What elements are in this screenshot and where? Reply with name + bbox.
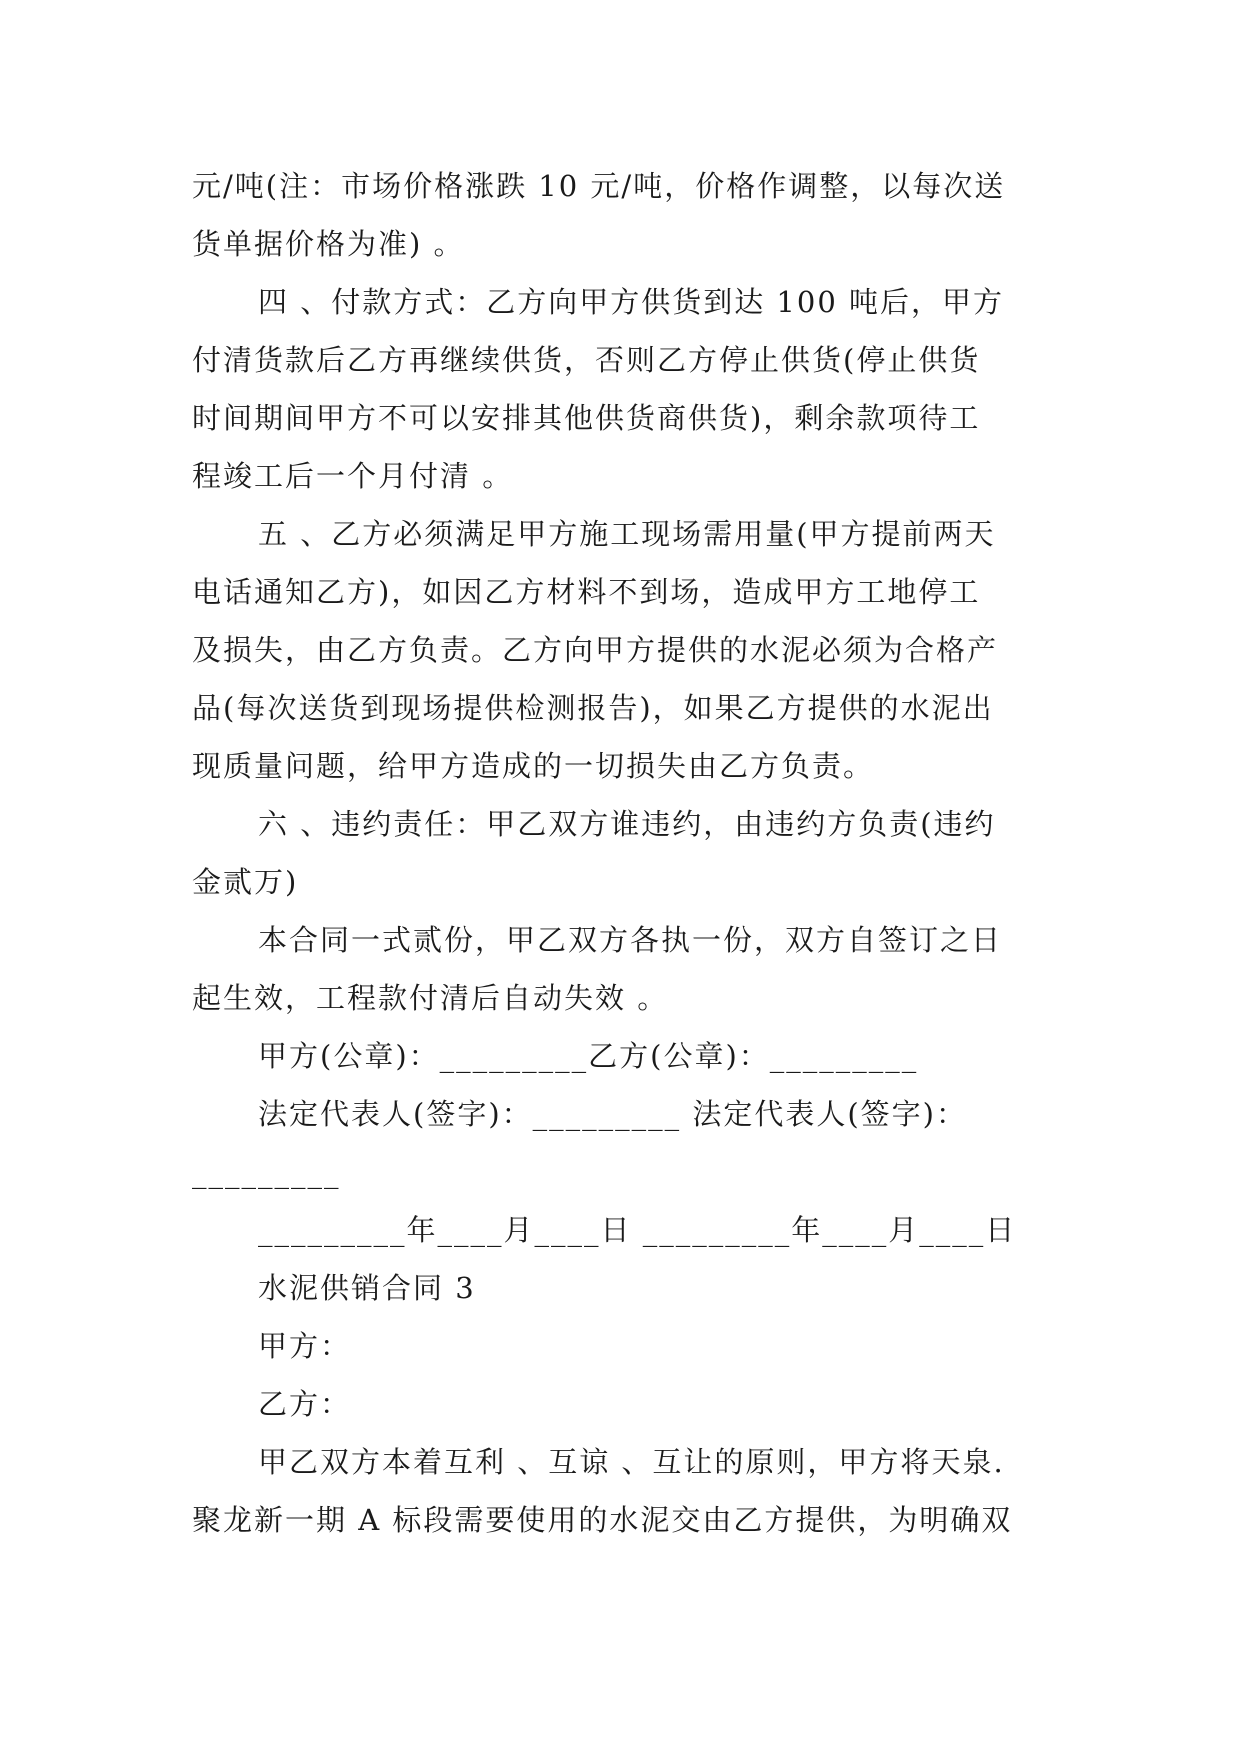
- contract-title: 水泥供销合同 3: [258, 1271, 476, 1305]
- date-line: _________年____月____日 _________年____月____日: [258, 1213, 1017, 1247]
- body-line: 品(每次送货到现场提供检测报告)，如果乙方提供的水泥出: [192, 691, 994, 725]
- body-line: 电话通知乙方)，如因乙方材料不到场，造成甲方工地停工: [192, 575, 981, 609]
- signature-line: 法定代表人(签字)：_________ 法定代表人(签字)：: [258, 1097, 967, 1131]
- body-line: 金贰万): [192, 865, 299, 899]
- party-b-label: 乙方：: [258, 1387, 352, 1421]
- seal-line: 甲方(公章)：_________乙方(公章)：_________: [258, 1039, 919, 1073]
- body-line: 甲乙双方本着互利 、互谅 、互让的原则，甲方将天泉.: [258, 1445, 1005, 1479]
- body-line: 聚龙新一期 A 标段需要使用的水泥交由乙方提供，为明确双: [192, 1503, 1013, 1537]
- body-line: 现质量问题，给甲方造成的一切损失由乙方负责。: [192, 749, 875, 783]
- clause-six-line: 六 、违约责任：甲乙双方谁违约，由违约方负责(违约: [258, 807, 996, 841]
- body-line: 元/吨(注：市场价格涨跌 10 元/吨，价格作调整，以每次送: [192, 169, 1006, 203]
- party-a-label: 甲方：: [258, 1329, 352, 1363]
- body-line: 程竣工后一个月付清 。: [192, 459, 514, 493]
- body-line: 货单据价格为准) 。: [192, 227, 465, 261]
- clause-four-line: 四 、付款方式：乙方向甲方供货到达 100 吨后，甲方: [258, 285, 1005, 319]
- body-line: 起生效，工程款付清后自动失效 。: [192, 981, 669, 1015]
- body-line: 时间期间甲方不可以安排其他供货商供货)，剩余款项待工: [192, 401, 981, 435]
- body-line: 付清货款后乙方再继续供货，否则乙方停止供货(停止供货: [192, 343, 981, 377]
- signature-blank: _________: [192, 1155, 341, 1189]
- clause-five-line: 五 、乙方必须满足甲方施工现场需用量(甲方提前两天: [258, 517, 996, 551]
- body-line: 及损失，由乙方负责。乙方向甲方提供的水泥必须为合格产: [192, 633, 999, 667]
- body-line: 本合同一式贰份，甲乙双方各执一份，双方自签订之日: [258, 923, 1003, 957]
